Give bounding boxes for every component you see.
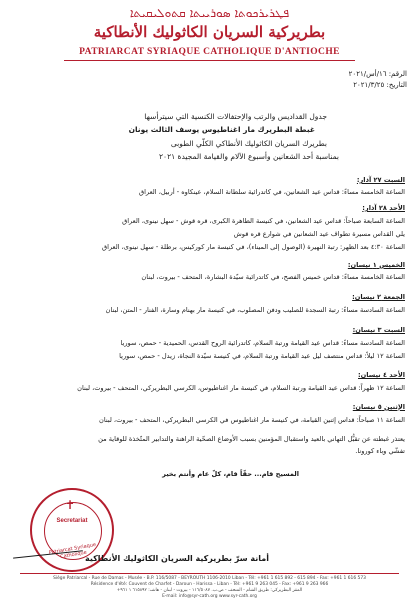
title-line-4: بمناسبة أحد الشعانين وأسبوع الآلام والقيامة المجيدة ٢٠٢١	[159, 152, 339, 161]
header-syriac: ܦܛܪܝܪܟܘܬܐ ܣܘܪܝܝܬܐ ܩܬܘܠܝܩܝܬܐ	[129, 6, 290, 20]
schedule-entry: الساعة السادسة مساءً: قداس عيد القيامة ورتبة السلام، كاتدرائية الروح القدس، الحميدية - حمص، سوريا	[120, 339, 405, 347]
footer-address-fr: Siège Patriarcal - Rue de Damas - Musée - B.P. 116/5087 - BEYROUTH 1106-2010 Liban - Tél: +961 1 615 892 - 615 894 - Fax: +961 1 616 573	[53, 576, 366, 581]
note-line-1: يعتذر غبطته عن تقبُّل التهاني بالعيد واستقبال المؤمنين بسبب الأوضاع الصحّية الراهنة والتدابير المتّخذة للوقاية من	[98, 435, 405, 443]
footer-divider	[20, 573, 399, 574]
stamp-label: Secretariat	[56, 518, 88, 524]
day-heading: الإثنين ٥ نيسان:	[352, 403, 405, 411]
title-line-1: جدول القداديس والرتب والإحتفالات الكنسية التي سيترأسها	[144, 112, 327, 121]
schedule-entry: الساعة السادسة مساءً: رتبة السجدة للصليب ودفن المصلوب، في كنيسة مار بهنام وسارة، الفنار - المتن، لبنان	[105, 306, 405, 314]
schedule-entry: الساعة ١٢ ليلاً: قداس منتصف ليل عيد القيامة ورتبة السلام، في كنيسة سيّدة النجاة، زيدل - حمص، سوريا	[119, 352, 405, 360]
header-divider	[64, 60, 355, 61]
note-line-2: تفشّي وباء كورونا.	[355, 447, 405, 455]
reference-number: الرقم: ١٦/أس/٢٠٢١	[348, 70, 407, 78]
schedule-entry: يلي القداس مسيرة تطواف عيد الشعانين في شوارع قره قوش	[233, 230, 405, 238]
day-heading: السبت ٣ نيسان:	[352, 326, 405, 334]
schedule-entry: الساعة ١٢ ظهراً: قداس عيد القيامة ورتبة السلام، في كنيسة مار اغناطيوس، الكرسي البطريركي، المتحف - بيروت، لبنان	[77, 384, 405, 392]
schedule-entry: الساعة الخامسة مساءً: قداس خميس الفصح، في كاتدرائية سيّدة البشارة، المتحف - بيروت، لبنان	[141, 273, 405, 281]
footer-address-ar: المقر البطريركي: طريق الشام - المتحف - ص.ب. ١١٦/٥٠٨٧ - بيروت - لبنان - هاتف: ٦١٥٨٩٢ ١ ٩٦١+	[116, 588, 303, 593]
schedule-entry: الساعة السابعة صباحاً: قداس عيد الشعانين، في كنيسة الطاهرة الكبرى، قره قوش - سهل نينوى، العراق	[122, 217, 405, 225]
day-heading: الأحد ٢٨ آذار:	[362, 204, 405, 212]
day-heading: السبت ٢٧ آذار:	[356, 176, 405, 184]
document-date: التاريخ: ٢٠٢١/٣/٢٥	[353, 81, 407, 89]
day-heading: الخميس ١ نيسان:	[347, 261, 405, 269]
schedule-entry: الساعة ١١ صباحاً: قداس إثنين القيامة، في كنيسة مار اغناطيوس في الكرسي البطريركي، المتحف - بيروت، لبنان	[99, 416, 405, 424]
day-heading: الأحد ٤ نيسان:	[358, 371, 405, 379]
schedule-entry: الساعة ٤:٣٠ بعد الظهر: رتبة النهيرة (الوصول إلى الميناء)، في كنيسة مار كوركيس، برطلة - سهل نينوى، العراق	[101, 243, 405, 251]
title-line-2: غبطة البطريرك مار اغناطيوس يوسف الثالث يونان	[128, 125, 315, 134]
cross-icon: ✝	[65, 498, 76, 512]
title-line-3: بطريرك السريان الكاثوليك الأنطاكي الكلّي الطوبى	[170, 139, 327, 148]
closing-greeting: المسيح قام... حقّاً قام، كلّ عام وأنتم بخير	[162, 470, 299, 478]
footer-residence-fr: Résidence d'été: Couvent de Charfet - Daroun - Harissa - Liban - Tél: +961 9 263 045 - Fax: +961 9 263 966	[90, 582, 329, 587]
secretariat-signature-line: أمانة سرّ بطريركية السريان الكاثوليك الأنطاكية	[85, 554, 269, 563]
schedule-entry: الساعة الخامسة مساءً: قداس عيد الشعانين، في كاتدرائية سلطانة السلام، عينكاوه - أربيل، العراق	[138, 188, 405, 196]
header-arabic: بطريركية السريان الكاثوليك الأنطاكية	[93, 23, 326, 41]
day-heading: الجمعة ٢ نيسان:	[352, 293, 405, 301]
footer-contact: E-mail: info@syr-cath.org www.syr-cath.org	[162, 594, 257, 599]
header-french: PATRIARCAT SYRIAQUE CATHOLIQUE D'ANTIOCHE	[79, 47, 340, 57]
stamp-ring-text: Patriarcat Syriaque Catholique	[48, 541, 97, 561]
